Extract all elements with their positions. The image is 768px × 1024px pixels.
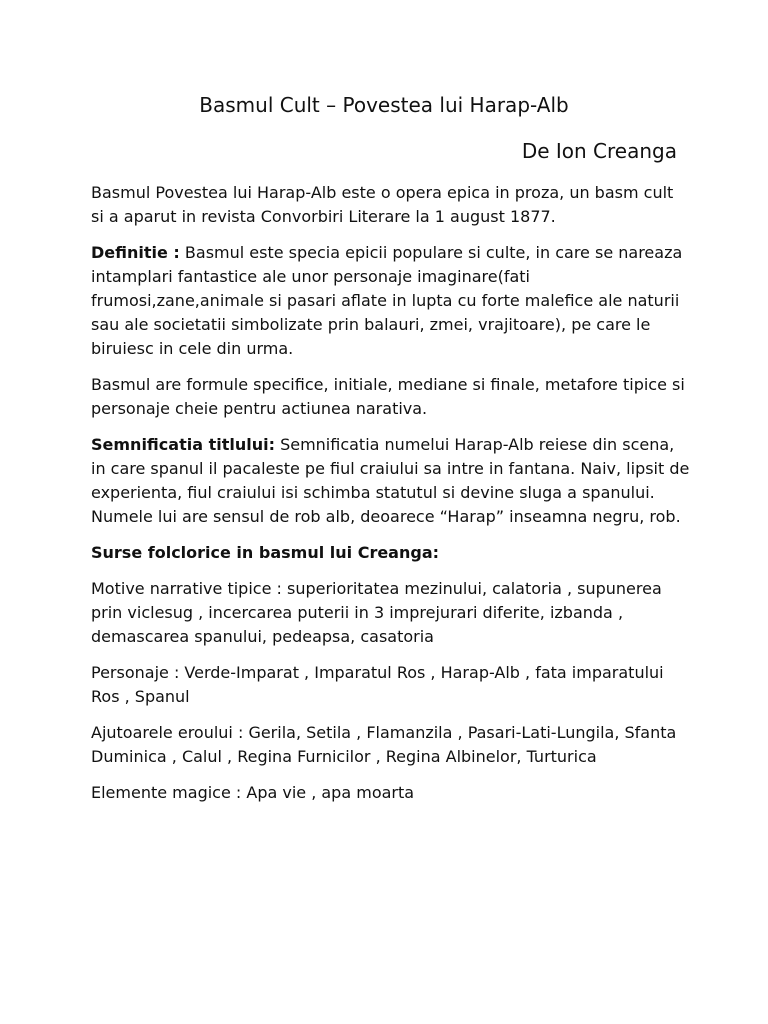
document-body bbox=[91, 181, 691, 817]
title-meaning-paragraph bbox=[91, 433, 691, 529]
magic-elements-paragraph: Elemente magice : Apa vie , apa moarta bbox=[91, 783, 415, 802]
characters-paragraph: Personaje : Verde-Imparat , Imparatul Ros , Harap-Alb , fata imparatului Ros , Spanul bbox=[91, 663, 664, 706]
formulas-paragraph: Basmul are formule specifice, initiale, mediane si finale, metafore tipice si personaje cheie pentru actiunea narativa. bbox=[91, 375, 685, 418]
definition-label: Definitie : bbox=[91, 243, 180, 262]
definition-text: Basmul este specia epicii populare si culte, in care se nareaza intamplari fantastice ale unor personaje imaginare(fati frumosi,zane,animale si pasari aflate in lupta cu forte malefice ale naturii sau ale societatii simbolizate prin balauri, zmei, vrajitoare), pe care le biruiesc in cele din urma. bbox=[91, 243, 683, 358]
definition-paragraph bbox=[91, 241, 691, 361]
sources-heading-text: Surse folclorice in basmul lui Creanga: bbox=[91, 543, 440, 562]
sources-heading bbox=[91, 541, 691, 565]
title-meaning-label: Semnificatia titlului: bbox=[91, 435, 275, 454]
title-meaning-text: Semnificatia numelui Harap-Alb reiese din scena, in care spanul il pacaleste pe fiul craiului sa intre in fantana. Naiv, lipsit de experienta, fiul craiului isi schimba statutul si devine sluga a spanului. Numele lui are sensul de rob alb, deoarece “Harap” inseamna negru, rob. bbox=[91, 435, 690, 526]
motifs-paragraph: Motive narrative tipice : superioritatea mezinului, calatoria , supunerea prin viclesug , incercarea puterii in 3 imprejurari diferite, izbanda , demascarea spanului, pedeapsa, casatoria bbox=[91, 579, 662, 646]
helpers-paragraph: Ajutoarele eroului : Gerila, Setila , Flamanzila , Pasari-Lati-Lungila, Sfanta Duminica , Calul , Regina Furnicilor , Regina Albinelor, Turturica bbox=[91, 723, 677, 766]
document-title: Basmul Cult – Povestea lui Harap-Alb bbox=[199, 93, 569, 117]
document-author: De Ion Creanga bbox=[521, 139, 677, 163]
intro-paragraph: Basmul Povestea lui Harap-Alb este o opera epica in proza, un basm cult si a aparut in revista Convorbiri Literare la 1 august 1877. bbox=[91, 183, 674, 226]
